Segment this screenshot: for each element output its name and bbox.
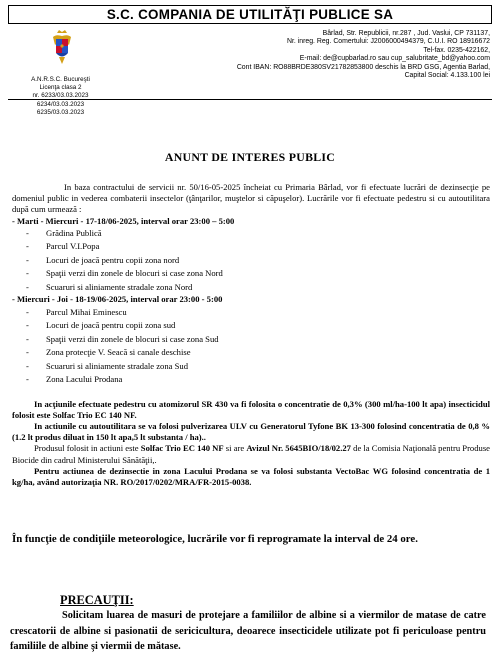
list-item: - Spaţii verzi din zonele de blocuri si case zona Sud [12,333,490,347]
precautions-title: PRECAUŢII: [60,593,134,607]
bullet-dash: - [26,281,29,292]
list-item: - Spaţii verzi din zonele de blocuri si case zona Nord [12,267,490,281]
bullet-dash: - [26,254,29,265]
contact-block [130,30,490,80]
bullet-dash: - [26,241,29,252]
intro-paragraph: In baza contractului de servicii nr. 50/16-05-2025 încheiat cu Primaria Bârlad, vor fi efectuate lucrări de dezinsecţie pe domeniul public in vederea combaterii insectelor (ţânţarilor, muştelor si căpuşelor). Lucrările vor fi efectuate pedestru si cu autoutilitara după cum urmează : [12,182,490,215]
contact-phone: Tel-fax. 0235-422162, [423,46,490,54]
bullet-dash: - [26,268,29,279]
list-item: - Scuaruri si aliniamente stradale zona Nord [12,281,490,295]
agency-license-block [8,76,113,117]
schedule-heading: - Marti - Miercuri - 17-18/06-2025, interval orar 23:00 – 5:00 [12,215,235,226]
contact-address: Bârlad, Str. Republicii, nr.287 , Jud. Vaslui, CP 731137, [322,30,490,37]
header-divider [8,99,492,100]
list-item: - Grădina Publică [12,227,490,241]
weather-note: În funcţie de condiţiile meteorologice, lucrările vor fi reprogramate la interval de 24 ore. [12,533,418,545]
list-item: - Locuri de joacă pentru copii zona nord [12,254,490,268]
schedule-list [12,306,490,387]
list-item: - Parcul Mihai Eminescu [12,306,490,320]
list-item: - Locuri de joacă pentru copii zona sud [12,319,490,333]
contact-capital: Capital Social: 4.133.100 lei [404,72,490,80]
agency-line: A.N.R.S.C. Bucureşti [31,76,90,83]
notice-title: ANUNT DE INTERES PUBLIC [164,150,336,164]
spacer [12,387,490,399]
product-paragraph: Produsul folosit in actiuni este Solfac Trio EC 140 NF si are Avizul Nr. 5645BIO/18/02.27 de la Comisia Naţională pentru Produse Biocide din cadrul Ministerului Sănătăţii,. [12,443,490,465]
atomizer-paragraph: In acţiunile efectuate pedestru cu atomizorul SR 430 va fi folosita o concentratie de 0,3% (300 ml/ha-100 lt apa) insecticidul folosit este Solfac Trio EC 140 NF. [12,398,490,420]
list-item: - Parcul V.I.Popa [12,240,490,254]
bullet-dash: - [26,306,29,317]
company-name: S.C. COMPANIA DE UTILITĂŢI PUBLICE SA [8,5,492,24]
list-item: - Zona Lacului Prodana [12,373,490,387]
contact-iban: Cont IBAN: RO88BRDE380SV21782853800 deschis la BRD GSG, Agentia Barlad, [236,63,490,71]
bullet-dash: - [26,320,29,331]
contact-registry: Nr. inreg. Reg. Comertului: J2006000494379, C.U.I. RO 18916672 [286,38,490,46]
precautions-text: Solicitam luarea de masuri de protejare a familiilor de albine si a viermilor de matase de catre crescatorii de albine si pasionatii de sericicultura, deoarece insecticidele utilizate pot fi periculoase pentru familiile de albine şi viermii de mătase. [10,610,486,652]
romania-coat-of-arms-icon [52,29,72,65]
agency-line: nr. 6233/03.03.2023 [32,92,89,100]
list-item: - Scuaruri si aliniamente stradale zona Sud [12,360,490,374]
bullet-dash: - [26,347,29,358]
bullet-dash: - [26,227,29,238]
agency-line: 6235/03.03.2023 [36,108,85,116]
bullet-dash: - [26,360,29,371]
bullet-dash: - [26,333,29,344]
notice-body [12,182,490,488]
agency-line: Licenţa clasa 2 [39,84,82,92]
schedule-list [12,227,490,295]
bullet-dash: - [26,374,29,385]
contact-email: E-mail: de@cupbarlad.ro sau cup_salubritate_bd@yahoo.com [299,55,490,63]
schedule-heading: - Miercuri - Joi - 18-19/06-2025, interval orar 23:00 - 5:00 [12,294,223,305]
list-item: - Zona protecţie V. Seacă si canale deschise [12,346,490,360]
agency-line: 6234/03.03.2023 [36,100,85,108]
vehicle-paragraph: In actiunile cu autoutilitara se va folosi pulverizarea ULV cu Generatorul Tyfone BK 13-300 folosind concentratia de 0,8 % (1.2 lt produs diluat in 150 lt apa,5 lt substanta / ha).. [12,420,490,443]
prodana-paragraph: Pentru actiunea de dezinsectie in zona Lacului Prodana se va folosi substanta VectoBac WG folosind concentratia de 1 kg/ha, având autorizaţia NR. RO/2017/0202/MRA/FR-2015-0038. [12,465,490,487]
